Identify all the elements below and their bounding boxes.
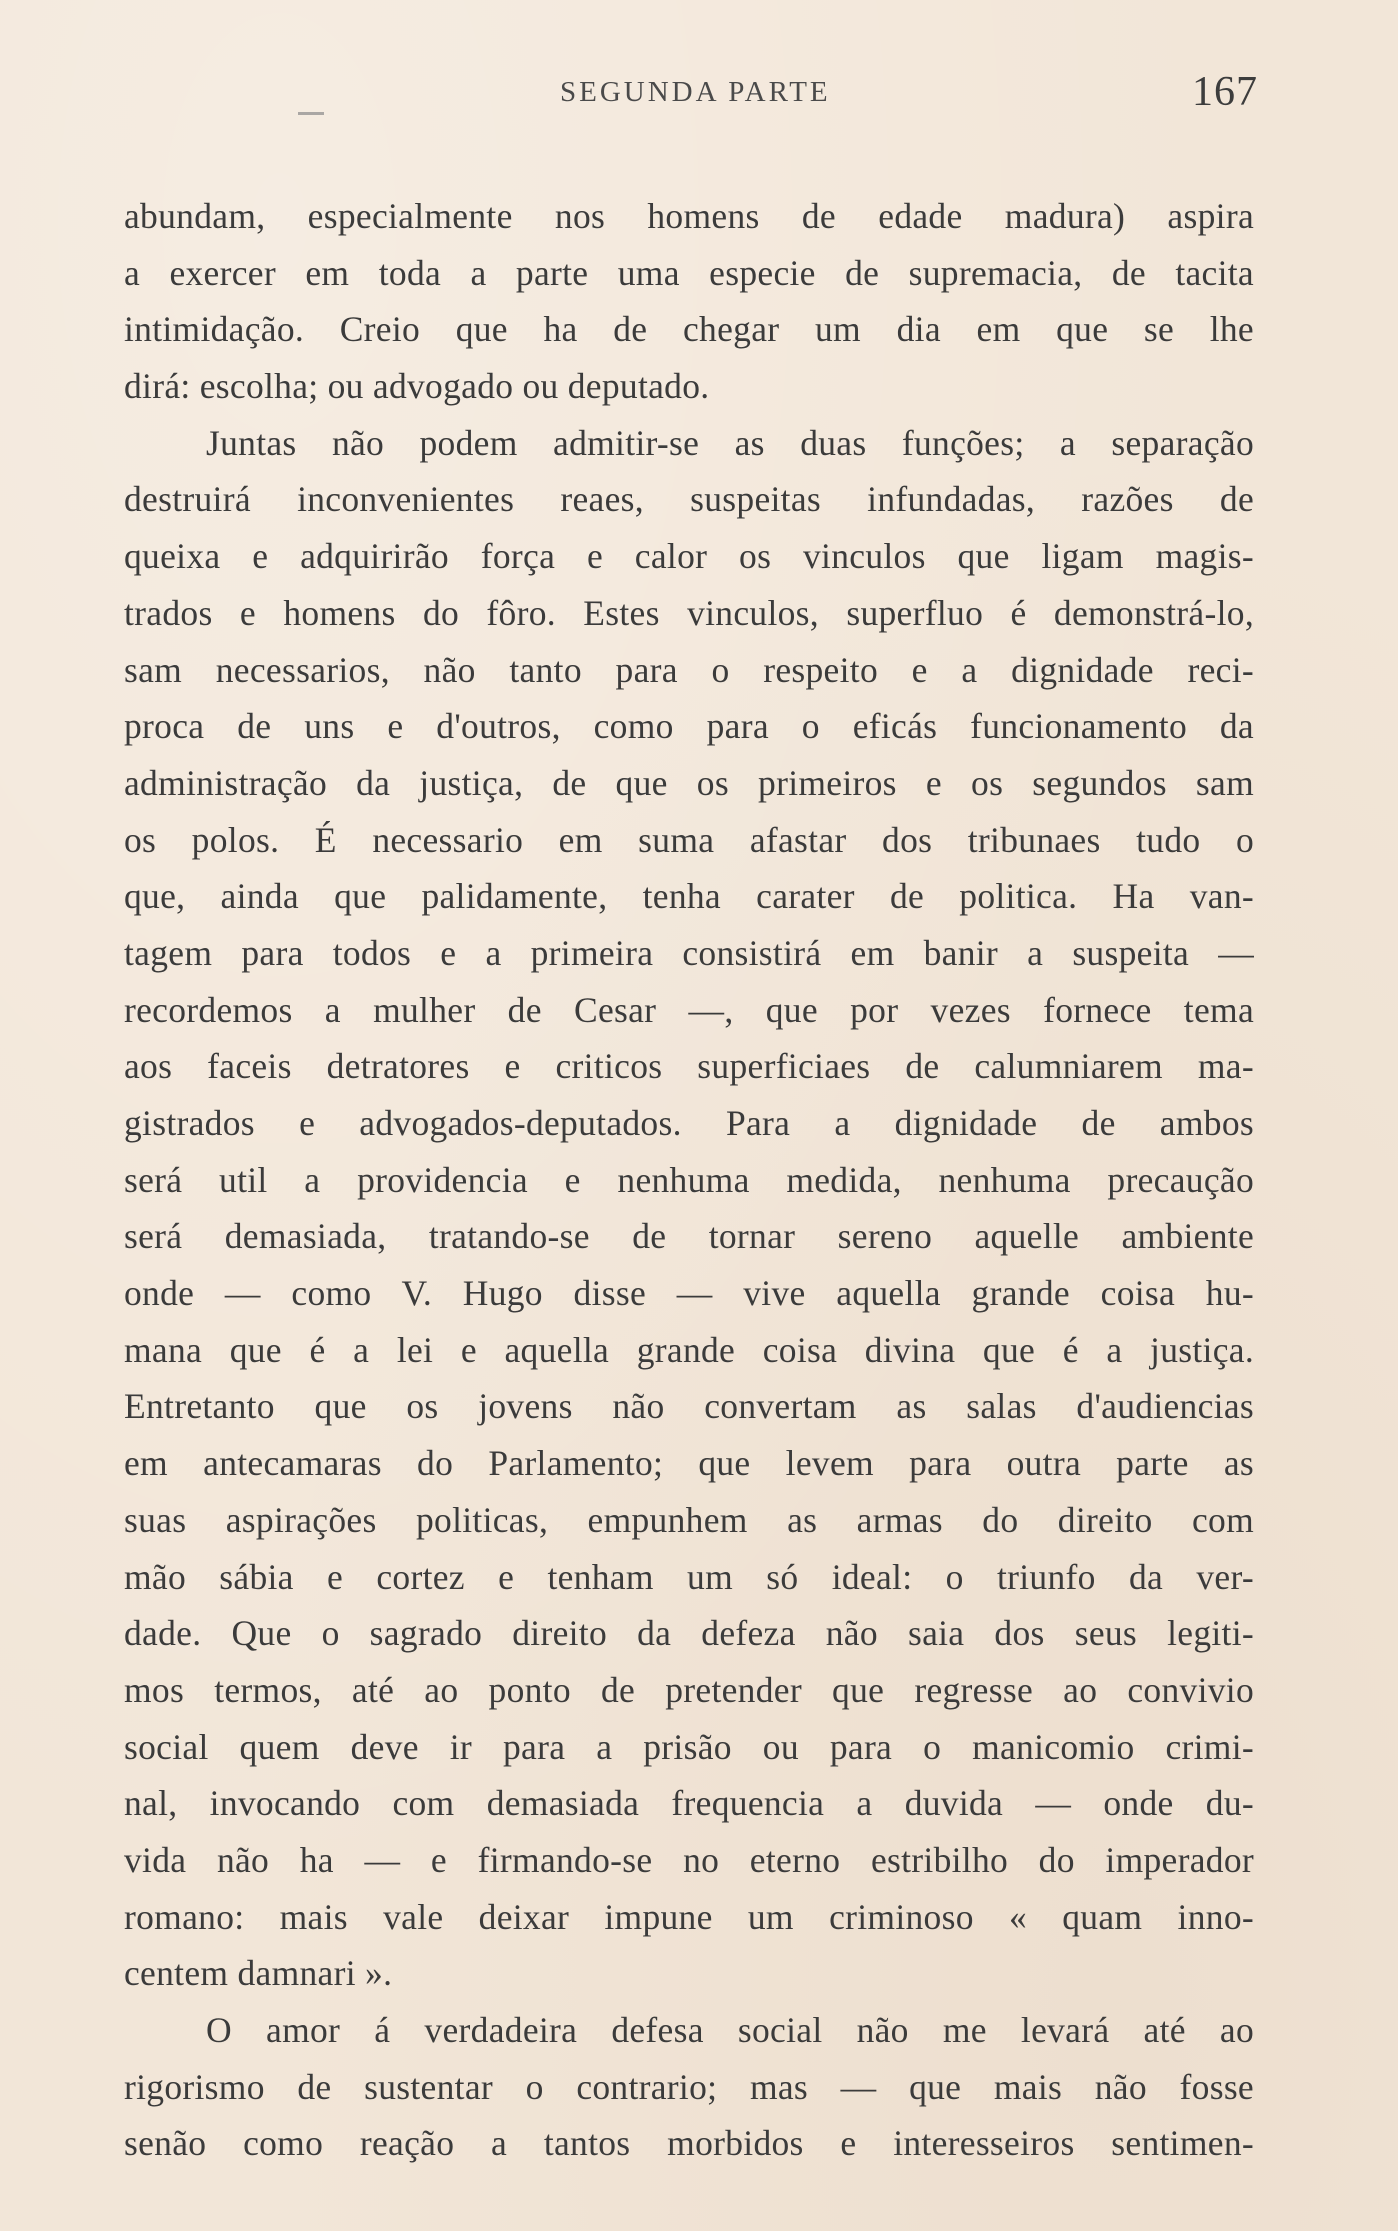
text-line: será util a providencia e nenhuma medida, nenhuma precaução	[124, 1159, 1254, 1200]
text-line: os polos. É necessario em suma afastar dos tribunaes tudo o	[124, 819, 1254, 860]
text-line: queixa e adquirirão força e calor os vinculos que ligam magis-	[124, 536, 1254, 577]
text-line: dirá: escolha; ou advogado ou deputado.	[124, 366, 710, 407]
text-line: aos faceis detratores e criticos superficiaes de calumniarem ma-	[124, 1046, 1254, 1087]
page-number: 167	[1192, 69, 1258, 115]
text-line: intimidação. Creio que ha de chegar um dia em que se lhe	[124, 309, 1254, 350]
text-line: onde — como V. Hugo disse — vive aquella grande coisa hu-	[124, 1273, 1254, 1314]
text-line: sam necessarios, não tanto para o respeito e a dignidade reci-	[124, 649, 1254, 690]
text-line: será demasiada, tratando-se de tornar sereno aquelle ambiente	[124, 1216, 1254, 1257]
text-line: nal, invocando com demasiada frequencia a duvida — onde du-	[124, 1783, 1254, 1824]
text-line: proca de uns e d'outros, como para o eficás funcionamento da	[124, 706, 1254, 747]
text-line: vida não ha — e firmando-se no eterno estribilho do imperador	[124, 1839, 1254, 1880]
text-line: romano: mais vale deixar impune um criminoso « quam inno-	[124, 1896, 1254, 1937]
text-line: rigorismo de sustentar o contrario; mas — que mais não fosse	[124, 2066, 1254, 2107]
text-line: abundam, especialmente nos homens de edade madura) aspira	[124, 196, 1254, 236]
text-line: suas aspirações politicas, empunhem as armas do direito com	[124, 1499, 1254, 1540]
text-line: dade. Que o sagrado direito da defeza não saia dos seus legiti-	[124, 1613, 1254, 1654]
text-line: trados e homens do fôro. Estes vinculos, superfluo é demonstrá-lo,	[124, 592, 1254, 633]
text-line: mão sábia e cortez e tenham um só ideal: o triunfo da ver-	[124, 1556, 1254, 1597]
text-line: centem damnari ».	[124, 1953, 393, 1994]
text-line: recordemos a mulher de Cesar —, que por vezes fornece tema	[124, 989, 1254, 1030]
text-line: destruirá inconvenientes reaes, suspeitas infundadas, razões de	[124, 479, 1254, 520]
body-text	[124, 188, 1254, 2172]
text-line: mos termos, até ao ponto de pretender que regresse ao convivio	[124, 1669, 1254, 1710]
section-title: SEGUNDA PARTE	[560, 76, 831, 108]
text-line: senão como reação a tantos morbidos e interesseiros sentimen-	[124, 2123, 1254, 2164]
text-line: O amor á verdadeira defesa social não me levará até ao	[206, 2010, 1254, 2050]
text-line: gistrados e advogados-deputados. Para a dignidade de ambos	[124, 1103, 1254, 1143]
text-line: tagem para todos e a primeira consistirá em banir a suspeita —	[124, 932, 1254, 973]
text-line: Entretanto que os jovens não convertam as salas d'audiencias	[124, 1386, 1254, 1427]
running-head	[0, 68, 1398, 118]
text-line: em antecamaras do Parlamento; que levem para outra parte as	[124, 1443, 1254, 1484]
text-line: administração da justiça, de que os primeiros e os segundos sam	[124, 762, 1254, 803]
text-line: social quem deve ir para a prisão ou para o manicomio crimi-	[124, 1726, 1254, 1767]
text-line: mana que é a lei e aquella grande coisa divina que é a justiça.	[124, 1329, 1254, 1370]
decorative-dash	[298, 112, 324, 115]
text-line: Juntas não podem admitir-se as duas funções; a separação	[206, 422, 1254, 463]
text-line: que, ainda que palidamente, tenha carater de politica. Ha van-	[124, 876, 1254, 917]
text-line: a exercer em toda a parte uma especie de supremacia, de tacita	[124, 252, 1254, 293]
